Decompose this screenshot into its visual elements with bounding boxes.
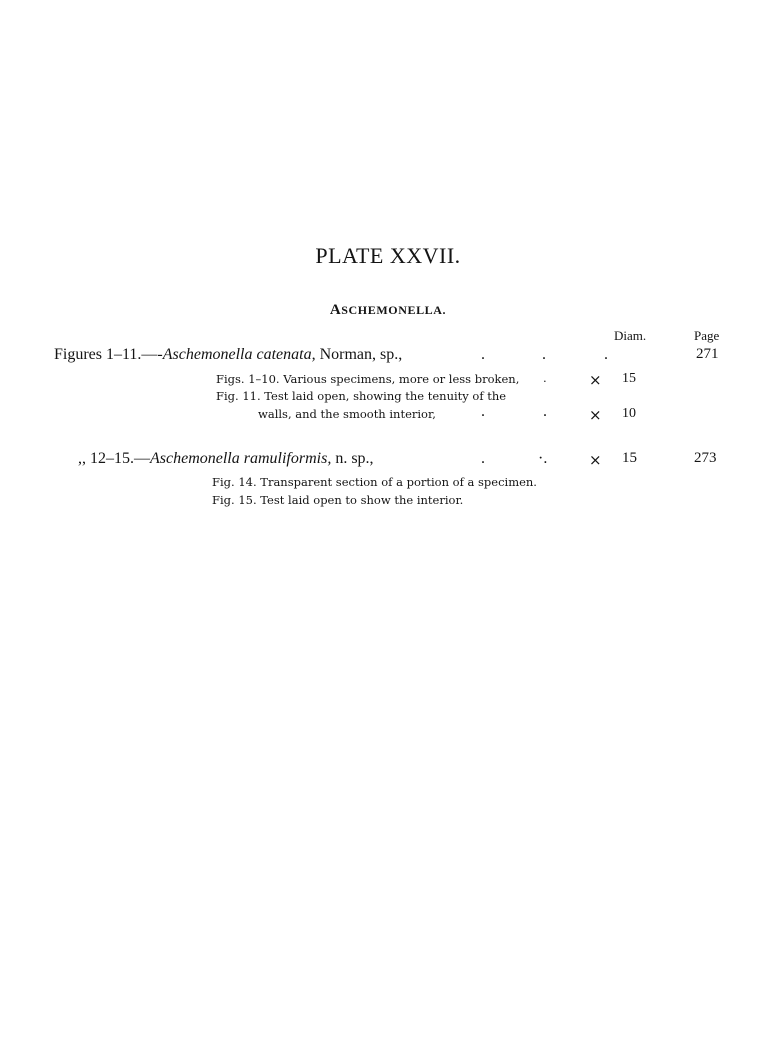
- entry-1-detail-1-diam: 15: [622, 371, 636, 386]
- entry-1-authority: Norman, sp.,: [315, 346, 403, 363]
- plate-title: PLATE XXVII.: [315, 243, 461, 268]
- entry-2-prefix: ,, 12–15.—: [78, 450, 150, 467]
- section-rest: SCHEMONELLA.: [341, 303, 447, 317]
- entry-2-detail-2: Fig. 15. Test laid open to show the interior.: [212, 493, 464, 507]
- times-symbol: ×: [589, 451, 602, 469]
- section-initial: A: [329, 302, 342, 318]
- leader-dot: .: [481, 403, 485, 420]
- leader-dot: .: [481, 346, 485, 363]
- entry-1-line: [54, 346, 402, 364]
- diam-column-header: Diam.: [614, 328, 647, 343]
- entry-1-detail-3: walls, and the smooth interior,: [258, 407, 436, 421]
- entry-2-detail-1: Fig. 14. Transparent section of a portion of a specimen.: [212, 475, 537, 489]
- times-symbol: ×: [589, 371, 602, 389]
- entry-2-page: 273: [694, 450, 717, 466]
- leader-dot: .: [543, 371, 547, 385]
- entry-2-species: Aschemonella ramuliformis,: [150, 450, 332, 467]
- entry-1-detail-3-diam: 10: [622, 406, 636, 421]
- section-heading: [0, 302, 776, 319]
- leader-dot: ·.: [538, 450, 548, 467]
- leader-dot: .: [543, 403, 547, 420]
- entry-1-detail-2: Fig. 11. Test laid open, showing the tenuity of the: [216, 389, 507, 403]
- leader-dot: .: [481, 450, 485, 467]
- entry-2-diam: 15: [622, 450, 637, 466]
- leader-dot: .: [542, 346, 546, 363]
- entry-2-line: [78, 450, 374, 468]
- page-column-header: Page: [694, 328, 720, 343]
- entry-1-species: Aschemonella catenata,: [162, 346, 316, 363]
- times-symbol: ×: [589, 406, 602, 424]
- entry-2-authority: n. sp.,: [331, 450, 374, 467]
- leader-dot: .: [604, 346, 608, 363]
- entry-1-detail-1: Figs. 1–10. Various specimens, more or less broken,: [216, 372, 520, 386]
- entry-1-prefix: Figures 1–11.—-: [54, 346, 163, 363]
- entry-1-page: 271: [696, 346, 719, 362]
